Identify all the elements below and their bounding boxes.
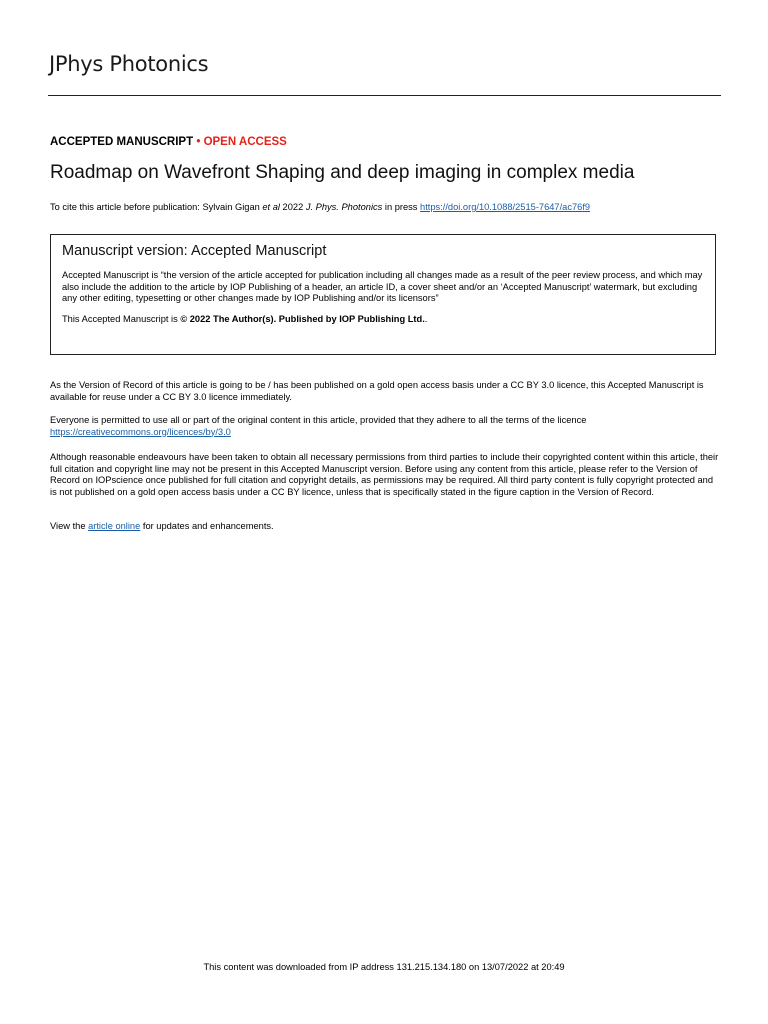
citation-journal: J. Phys. Photonics [305,202,383,212]
view-suffix: for updates and enhancements. [140,521,274,531]
manuscript-status [50,136,287,148]
download-note: This content was downloaded from IP address 131.215.134.180 on 13/07/2022 at 20:49 [203,962,565,972]
manuscript-version-title: Manuscript version: Accepted Manuscript [62,243,327,259]
citation-line [50,202,590,212]
copyright-suffix: . [424,313,428,324]
citation-year: 2022 [279,202,306,212]
citation-in-press: in press [382,202,421,212]
status-separator: • [196,136,201,148]
article-online-link[interactable]: article online [88,521,141,531]
licence-paragraph [50,415,720,438]
manuscript-version-box [50,234,716,355]
accepted-manuscript-label: ACCEPTED MANUSCRIPT [50,136,194,148]
doi-link[interactable]: https://doi.org/10.1088/2515-7647/ac76f9 [420,202,591,212]
third-party-paragraph: Although reasonable endeavours have been taken to obtain all necessary permissions from third parties to include their copyrighted content within this article, their full citation and copyright line may not be present in this Accepted Manuscript version. Before using any content from this article, please refer to the Version of Record on IOPscience once published for full citation and copyright details, as permissions may be required. All third party content is fully copyright protected and is not published on a gold open access basis under a CC BY licence, unless that is specifically stated in the figure caption in the Version of Record. [50,452,719,497]
journal-title: JPhys Photonics [49,52,209,76]
citation-prefix: To cite this article before publication: Sylvain Gigan [50,202,263,212]
header-divider [48,95,721,96]
citation-et-al: et al [262,202,280,212]
copyright-holder: © 2022 The Author(s). Published by IOP Publishing Ltd. [180,313,425,324]
article-title: Roadmap on Wavefront Shaping and deep imaging in complex media [50,162,635,183]
copyright-prefix: This Accepted Manuscript is [62,313,181,324]
version-of-record-paragraph: As the Version of Record of this article is going to be / has been published on a gold open access basis under a CC BY 3.0 licence, this Accepted Manuscript is available for reuse under a CC BY 3.0 licence immediately. [50,380,704,402]
licence-link[interactable]: https://creativecommons.org/licences/by/3.0 [50,426,231,437]
view-online-paragraph [50,521,720,533]
open-access-label: OPEN ACCESS [203,136,287,148]
copyright-statement [62,314,704,326]
accepted-manuscript-definition: Accepted Manuscript is “the version of the article accepted for publication including all changes made as a result of the peer review process, and which may also include the addition to the article by IOP Publishing of a header, an article ID, a cover sheet and/or an ‘Accepted Manuscript’ watermark, but excluding any other editing, typesetting or other changes made by IOP Publishing and/or its licensors” [62,270,703,303]
permission-text: Everyone is permitted to use all or part of the original content in this article, provided that they adhere to all the terms of the licence [50,415,587,425]
view-prefix: View the [50,521,89,531]
